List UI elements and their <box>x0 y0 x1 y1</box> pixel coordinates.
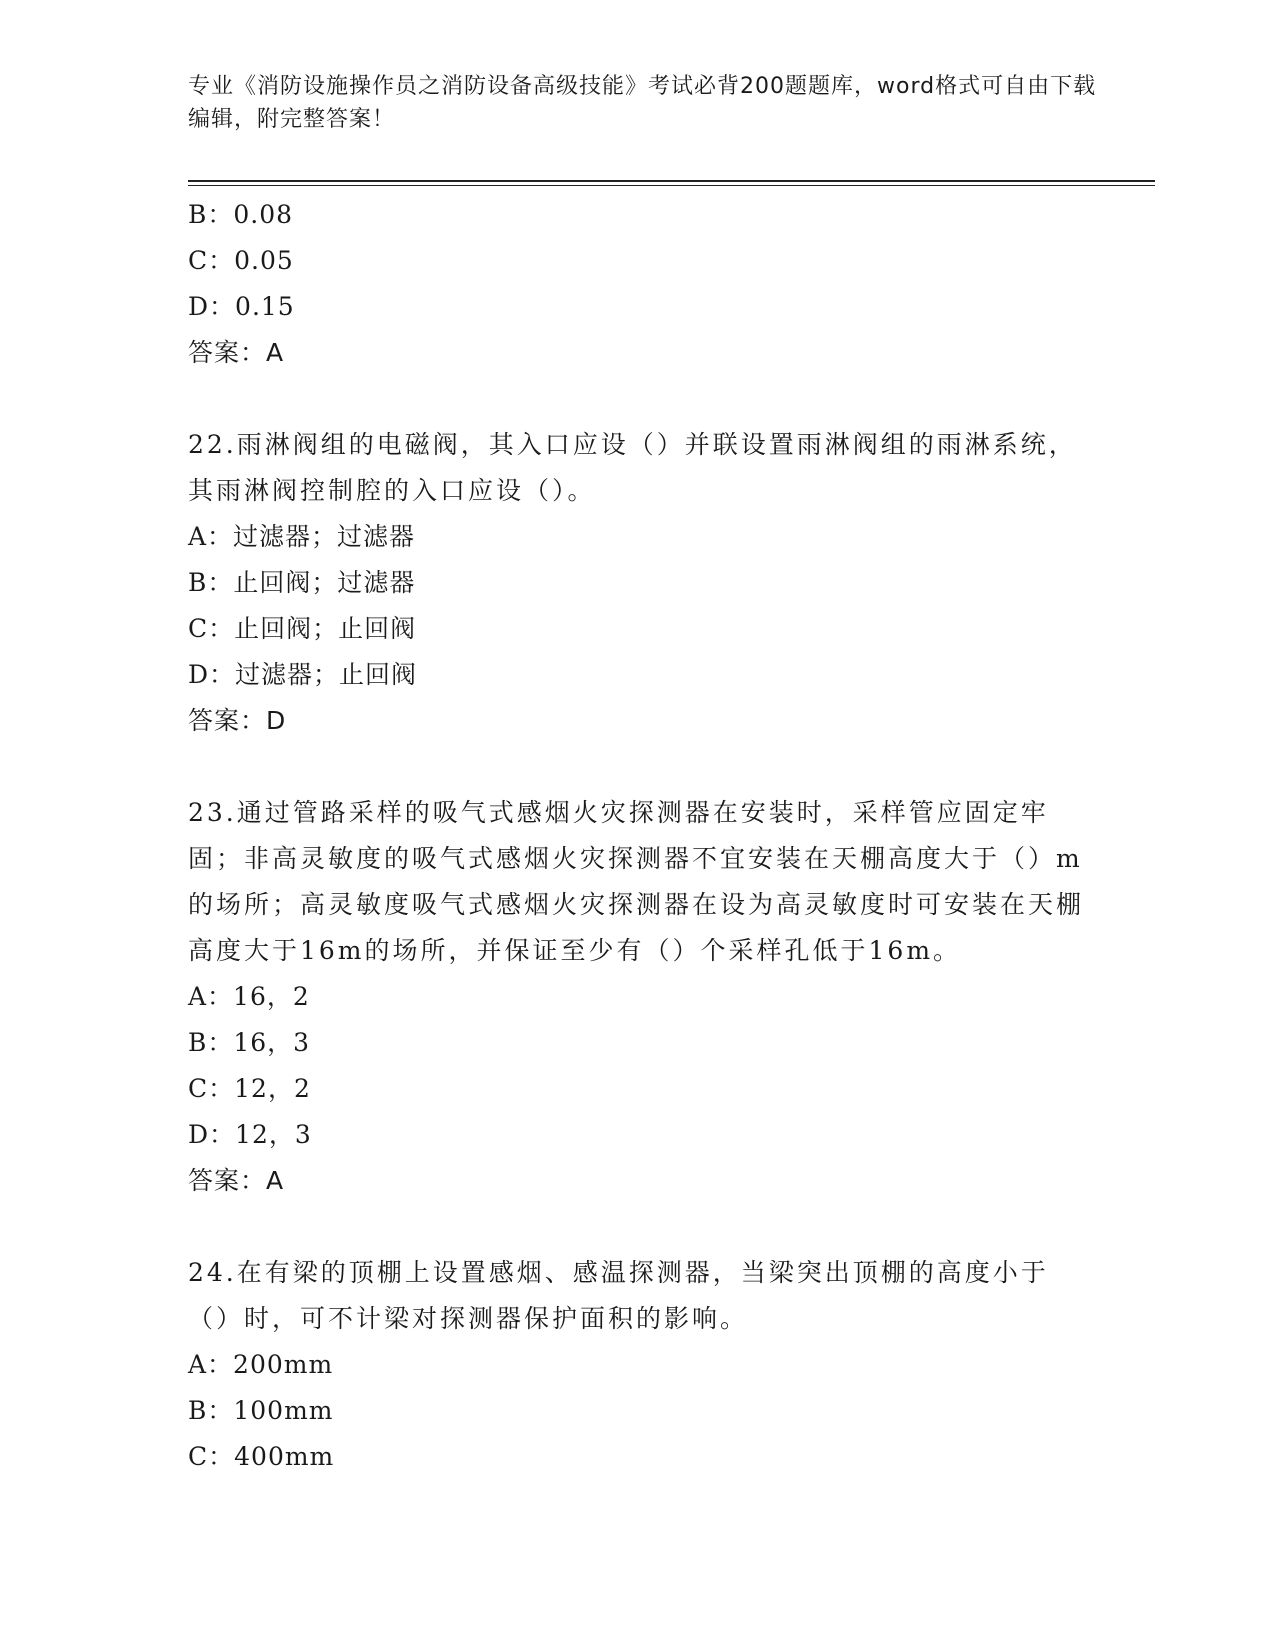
spacer <box>188 744 1088 790</box>
header-title: 专业《消防设施操作员之消防设备高级技能》考试必背200题题库，word格式可自由下载编辑，附完整答案！ <box>188 74 1097 132</box>
question-list <box>188 192 1088 1480</box>
answer-line: 答案：D <box>188 706 287 735</box>
option-b: B：100mm <box>188 1396 334 1425</box>
option-c: C：400mm <box>188 1442 335 1471</box>
option-a: A：200mm <box>188 1350 334 1379</box>
answer-line: 答案：A <box>188 1166 285 1195</box>
option-c: C：0.05 <box>188 246 294 275</box>
option-a: A：16，2 <box>188 982 310 1011</box>
option-b: B：止回阀；过滤器 <box>188 568 416 597</box>
document-header <box>188 70 1108 136</box>
option-d: D：0.15 <box>188 292 295 321</box>
option-d: D：过滤器；止回阀 <box>188 660 418 689</box>
spacer <box>188 1204 1088 1250</box>
spacer <box>188 376 1088 422</box>
option-c: C：止回阀；止回阀 <box>188 614 417 643</box>
option-c: C：12，2 <box>188 1074 311 1103</box>
question-22: 22.雨淋阀组的电磁阀，其入口应设（）并联设置雨淋阀组的雨淋系统，其雨淋阀控制腔的入口应设（）。 <box>188 430 1077 505</box>
option-d: D：12，3 <box>188 1120 312 1149</box>
question-23: 23.通过管路采样的吸气式感烟火灾探测器在安装时，采样管应固定牢固；非高灵敏度的吸气式感烟火灾探测器不宜安装在天棚高度大于（）m的场所；高灵敏度吸气式感烟火灾探测器在设为高灵敏度时可安装在天棚高度大于16m的场所，并保证至少有（）个采样孔低于16m。 <box>188 798 1085 965</box>
answer-line: 答案：A <box>188 338 285 367</box>
option-b: B：16，3 <box>188 1028 311 1057</box>
option-a: A：过滤器；过滤器 <box>188 522 416 551</box>
option-b: B：0.08 <box>188 200 294 229</box>
question-24: 24.在有梁的顶棚上设置感烟、感温探测器，当梁突出顶棚的高度小于（）时，可不计梁对探测器保护面积的影响。 <box>188 1258 1049 1333</box>
header-divider <box>188 180 1155 186</box>
